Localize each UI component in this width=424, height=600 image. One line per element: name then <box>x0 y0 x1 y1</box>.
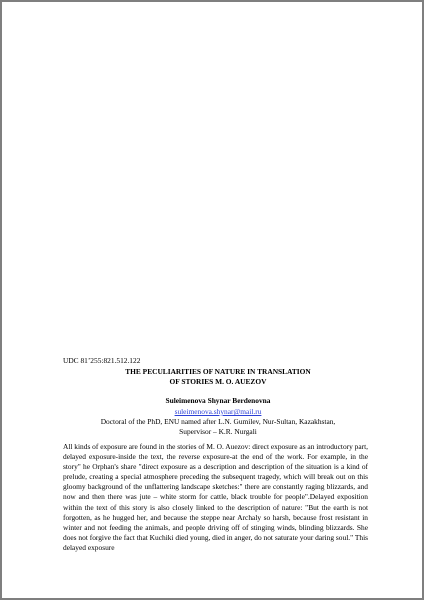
document-page <box>2 2 422 598</box>
author-name: Suleimenova Shynar Berdenovna <box>165 396 271 405</box>
article-body <box>63 442 368 553</box>
body-paragraph: All kinds of exposure are found in the stories of M. O. Auezov: direct exposure as an introductory part, delayed exposure-inside the text, the reverse exposure-at the end of the work. For example, in the story" he Orphan's share "direct exposure as a description and description of the situation is a kind of prelude, creating a special atmosphere preceding the subsequent tragedy, which will break out on this gloomy background of the unflattering landscape sketches:" there are constantly raging blizzards, and now and then there was jute – white storm for cattle, black trouble for people".Delayed exposition within the text of this story is also closely linked to the description of nature: "But the earth is not forgotten, as he hugged her, and because the steppe near Archaly so harsh, because frost resistant in winter and not feeding the animals, and people driving off of stinging winds, blinding blizzards. She does not forgive the fact that Kuchiki died young, died in anger, do not saturate your daring soul." This delayed exposure <box>63 442 368 552</box>
title-line-2: OF STORIES M. O. AUEZOV <box>169 377 267 386</box>
article-title <box>63 367 373 387</box>
author-affiliation <box>63 417 373 437</box>
affiliation-line-1: Doctoral of the PhD, ENU named after L.N. Gumilev, Nur-Sultan, Kazakhstan, <box>100 417 336 426</box>
title-line-1: THE PECULIARITIES OF NATURE IN TRANSLATION <box>125 367 311 376</box>
author-email-link[interactable]: suleimenova.shynar@mail.ru <box>174 407 262 416</box>
affiliation-line-2: Supervisor – K.R. Nurgali <box>179 427 257 436</box>
udc-code: UDC 81’255:821.512.122 <box>63 356 141 365</box>
